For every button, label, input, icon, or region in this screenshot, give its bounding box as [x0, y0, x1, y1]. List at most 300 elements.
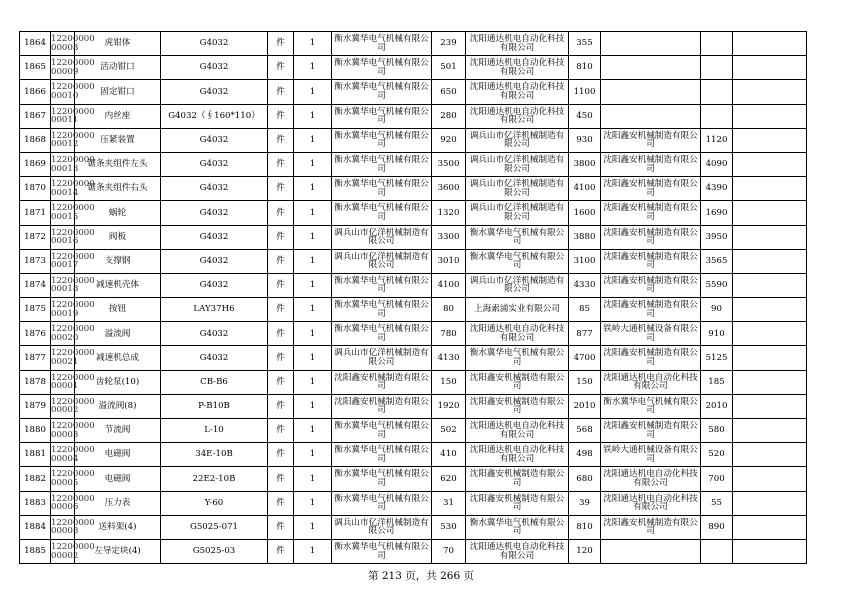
row-number: 1876 [20, 322, 51, 346]
supplier-3: 铁岭大通机械设备有限公司 [601, 443, 701, 467]
price-1: 410 [432, 443, 466, 467]
table-row [20, 104, 807, 128]
row-number: 1869 [20, 152, 51, 176]
item-quantity: 1 [294, 370, 332, 394]
remark-cell [733, 370, 807, 394]
supplier-2: 调兵山市亿洋机械制造有限公司 [466, 152, 569, 176]
item-unit: 件 [268, 104, 294, 128]
item-unit: 件 [268, 322, 294, 346]
item-unit: 件 [268, 56, 294, 80]
remark-cell [733, 56, 807, 80]
material-code: 12200000 00010 [51, 80, 75, 104]
item-name: 支撑钢 [75, 249, 161, 273]
supplier-3: 沈阳鑫安机械制造有限公司 [601, 515, 701, 539]
item-name: 活动钳口 [75, 56, 161, 80]
remark-cell [733, 177, 807, 201]
item-spec: G4032 [161, 152, 268, 176]
item-spec: G4032 [161, 346, 268, 370]
supplier-2: 沈阳鑫安机械制造有限公司 [466, 394, 569, 418]
item-spec: G4032 [161, 128, 268, 152]
material-code: 12200000 00002 [51, 539, 75, 563]
item-name: 齿轮泵(10) [75, 370, 161, 394]
item-spec: LAY37H6 [161, 298, 268, 322]
material-code: 12200000 00003 [51, 419, 75, 443]
price-3: 5590 [701, 273, 733, 297]
item-spec: G4032 [161, 177, 268, 201]
item-unit: 件 [268, 370, 294, 394]
item-quantity: 1 [294, 515, 332, 539]
item-unit: 件 [268, 346, 294, 370]
item-quantity: 1 [294, 56, 332, 80]
item-name: 电磁阀 [75, 467, 161, 491]
row-number: 1885 [20, 539, 51, 563]
price-2: 810 [569, 56, 601, 80]
item-quantity: 1 [294, 32, 332, 56]
price-comparison-table [19, 31, 807, 564]
row-number: 1878 [20, 370, 51, 394]
item-unit: 件 [268, 128, 294, 152]
table-row [20, 443, 807, 467]
price-2: 680 [569, 467, 601, 491]
price-2: 930 [569, 128, 601, 152]
row-number: 1872 [20, 225, 51, 249]
supplier-2: 沈阳鑫安机械制造有限公司 [466, 491, 569, 515]
supplier-2: 沈阳鑫安机械制造有限公司 [466, 370, 569, 394]
material-code: 12200000 00020 [51, 322, 75, 346]
price-1: 3500 [432, 152, 466, 176]
supplier-3 [601, 56, 701, 80]
item-quantity: 1 [294, 128, 332, 152]
supplier-3 [601, 539, 701, 563]
item-spec: G4032（∮160*110） [161, 104, 268, 128]
table-row [20, 177, 807, 201]
price-1: 1320 [432, 201, 466, 225]
supplier-2: 调兵山市亿洋机械制造有限公司 [466, 201, 569, 225]
material-code: 12200000 00002 [51, 394, 75, 418]
price-3: 3565 [701, 249, 733, 273]
item-name: 减速机壳体 [75, 273, 161, 297]
supplier-3 [601, 80, 701, 104]
remark-cell [733, 443, 807, 467]
item-spec: 34E-10B [161, 443, 268, 467]
item-name: 溢流阀(8) [75, 394, 161, 418]
row-number: 1867 [20, 104, 51, 128]
price-3: 890 [701, 515, 733, 539]
price-1: 4100 [432, 273, 466, 297]
item-spec: G4032 [161, 249, 268, 273]
price-2: 4100 [569, 177, 601, 201]
table-row [20, 32, 807, 56]
remark-cell [733, 539, 807, 563]
price-3: 520 [701, 443, 733, 467]
supplier-3: 沈阳鑫安机械制造有限公司 [601, 177, 701, 201]
item-quantity: 1 [294, 491, 332, 515]
item-spec: 22E2-10B [161, 467, 268, 491]
price-1: 501 [432, 56, 466, 80]
item-spec: Y-60 [161, 491, 268, 515]
item-spec: G4032 [161, 322, 268, 346]
item-quantity: 1 [294, 273, 332, 297]
price-1: 4130 [432, 346, 466, 370]
price-3: 580 [701, 419, 733, 443]
item-spec: G4032 [161, 201, 268, 225]
supplier-3: 沈阳鑫安机械制造有限公司 [601, 225, 701, 249]
price-2: 355 [569, 32, 601, 56]
remark-cell [733, 491, 807, 515]
item-name: 溢流阀 [75, 322, 161, 346]
table-row [20, 346, 807, 370]
row-number: 1870 [20, 177, 51, 201]
item-name: 节流阀 [75, 419, 161, 443]
supplier-2: 沈阳通达机电自动化科技有限公司 [466, 32, 569, 56]
material-code: 12200000 00006 [51, 491, 75, 515]
row-number: 1874 [20, 273, 51, 297]
supplier-3 [601, 32, 701, 56]
item-unit: 件 [268, 539, 294, 563]
row-number: 1880 [20, 419, 51, 443]
supplier-1: 衡水冀华电气机械有限公司 [332, 177, 432, 201]
remark-cell [733, 128, 807, 152]
item-quantity: 1 [294, 394, 332, 418]
price-2: 1100 [569, 80, 601, 104]
item-name: 蜗轮 [75, 201, 161, 225]
price-1: 3010 [432, 249, 466, 273]
item-name: 锯条夹组件右头 [75, 177, 161, 201]
material-code: 12200000 00008 [51, 515, 75, 539]
item-unit: 件 [268, 443, 294, 467]
item-unit: 件 [268, 249, 294, 273]
price-1: 31 [432, 491, 466, 515]
page-number: 第 213 页，共 266 页 [368, 570, 474, 582]
supplier-2: 沈阳通达机电自动化科技有限公司 [466, 104, 569, 128]
table-row [20, 273, 807, 297]
price-1: 3600 [432, 177, 466, 201]
supplier-3: 沈阳鑫安机械制造有限公司 [601, 128, 701, 152]
row-number: 1868 [20, 128, 51, 152]
supplier-2: 衡水冀华电气机械有限公司 [466, 249, 569, 273]
supplier-2: 沈阳通达机电自动化科技有限公司 [466, 80, 569, 104]
supplier-2: 沈阳通达机电自动化科技有限公司 [466, 56, 569, 80]
price-3: 910 [701, 322, 733, 346]
item-spec: P-B10B [161, 394, 268, 418]
price-3: 4390 [701, 177, 733, 201]
supplier-3: 沈阳鑫安机械制造有限公司 [601, 249, 701, 273]
price-2: 810 [569, 515, 601, 539]
item-name: 减速机总成 [75, 346, 161, 370]
item-unit: 件 [268, 201, 294, 225]
price-1: 3300 [432, 225, 466, 249]
price-1: 620 [432, 467, 466, 491]
remark-cell [733, 467, 807, 491]
item-unit: 件 [268, 491, 294, 515]
item-spec: CB-B6 [161, 370, 268, 394]
price-3 [701, 32, 733, 56]
price-1: 780 [432, 322, 466, 346]
price-3 [701, 80, 733, 104]
price-3: 3950 [701, 225, 733, 249]
price-2: 4330 [569, 273, 601, 297]
supplier-3: 沈阳通达机电自动化科技有限公司 [601, 467, 701, 491]
item-quantity: 1 [294, 152, 332, 176]
price-2: 450 [569, 104, 601, 128]
supplier-2: 调兵山市亿洋机械制造有限公司 [466, 177, 569, 201]
table-row [20, 56, 807, 80]
item-unit: 件 [268, 80, 294, 104]
price-2: 2010 [569, 394, 601, 418]
row-number: 1873 [20, 249, 51, 273]
remark-cell [733, 419, 807, 443]
price-2: 498 [569, 443, 601, 467]
price-2: 568 [569, 419, 601, 443]
table-row [20, 249, 807, 273]
item-quantity: 1 [294, 104, 332, 128]
supplier-1: 衡水冀华电气机械有限公司 [332, 80, 432, 104]
price-2: 85 [569, 298, 601, 322]
supplier-1: 衡水冀华电气机械有限公司 [332, 443, 432, 467]
item-quantity: 1 [294, 419, 332, 443]
price-3: 185 [701, 370, 733, 394]
material-code: 12200000 00004 [51, 443, 75, 467]
price-3: 55 [701, 491, 733, 515]
material-code: 12200000 00013 [51, 152, 75, 176]
supplier-1: 调兵山市亿洋机械制造有限公司 [332, 249, 432, 273]
material-code: 12200000 00005 [51, 467, 75, 491]
remark-cell [733, 515, 807, 539]
material-code: 12200000 00016 [51, 225, 75, 249]
table-row [20, 515, 807, 539]
supplier-1: 调兵山市亿洋机械制造有限公司 [332, 515, 432, 539]
row-number: 1881 [20, 443, 51, 467]
remark-cell [733, 394, 807, 418]
supplier-3: 沈阳通达机电自动化科技有限公司 [601, 491, 701, 515]
item-quantity: 1 [294, 467, 332, 491]
supplier-2: 衡水冀华电气机械有限公司 [466, 346, 569, 370]
item-name: 锯条夹组件左头 [75, 152, 161, 176]
price-2: 3800 [569, 152, 601, 176]
table-row [20, 128, 807, 152]
item-unit: 件 [268, 467, 294, 491]
supplier-2: 沈阳通达机电自动化科技有限公司 [466, 419, 569, 443]
supplier-1: 沈阳鑫安机械制造有限公司 [332, 394, 432, 418]
supplier-3: 沈阳通达机电自动化科技有限公司 [601, 370, 701, 394]
price-3: 2010 [701, 394, 733, 418]
supplier-1: 衡水冀华电气机械有限公司 [332, 539, 432, 563]
item-name: 送料架(4) [75, 515, 161, 539]
material-code: 12200000 00014 [51, 177, 75, 201]
remark-cell [733, 80, 807, 104]
price-2: 150 [569, 370, 601, 394]
supplier-1: 衡水冀华电气机械有限公司 [332, 419, 432, 443]
remark-cell [733, 201, 807, 225]
item-unit: 件 [268, 394, 294, 418]
item-name: 电磁阀 [75, 443, 161, 467]
supplier-2: 沈阳通达机电自动化科技有限公司 [466, 322, 569, 346]
item-unit: 件 [268, 419, 294, 443]
supplier-1: 衡水冀华电气机械有限公司 [332, 491, 432, 515]
table-row [20, 298, 807, 322]
material-code: 12200000 00009 [51, 56, 75, 80]
supplier-1: 衡水冀华电气机械有限公司 [332, 467, 432, 491]
price-1: 70 [432, 539, 466, 563]
item-quantity: 1 [294, 249, 332, 273]
price-2: 1600 [569, 201, 601, 225]
table-row [20, 225, 807, 249]
supplier-1: 调兵山市亿洋机械制造有限公司 [332, 225, 432, 249]
supplier-2: 沈阳通达机电自动化科技有限公司 [466, 443, 569, 467]
row-number: 1877 [20, 346, 51, 370]
table-row [20, 370, 807, 394]
remark-cell [733, 346, 807, 370]
item-quantity: 1 [294, 443, 332, 467]
price-2: 3880 [569, 225, 601, 249]
supplier-3: 沈阳鑫安机械制造有限公司 [601, 152, 701, 176]
supplier-3: 沈阳鑫安机械制造有限公司 [601, 298, 701, 322]
item-unit: 件 [268, 152, 294, 176]
supplier-1: 调兵山市亿洋机械制造有限公司 [332, 346, 432, 370]
row-number: 1882 [20, 467, 51, 491]
supplier-2: 上海索浦实业有限公司 [466, 298, 569, 322]
row-number: 1866 [20, 80, 51, 104]
item-spec: G4032 [161, 273, 268, 297]
table-row [20, 201, 807, 225]
item-name: 压紧装置 [75, 128, 161, 152]
item-spec: L-10 [161, 419, 268, 443]
price-3: 5125 [701, 346, 733, 370]
item-name: 按钮 [75, 298, 161, 322]
price-1: 80 [432, 298, 466, 322]
item-unit: 件 [268, 32, 294, 56]
supplier-2: 衡水冀华电气机械有限公司 [466, 225, 569, 249]
material-code: 12200000 00019 [51, 298, 75, 322]
supplier-1: 衡水冀华电气机械有限公司 [332, 322, 432, 346]
price-3 [701, 104, 733, 128]
price-2: 4700 [569, 346, 601, 370]
material-code: 12200000 00017 [51, 249, 75, 273]
remark-cell [733, 104, 807, 128]
table-row [20, 394, 807, 418]
row-number: 1875 [20, 298, 51, 322]
item-spec: G4032 [161, 32, 268, 56]
price-2: 3100 [569, 249, 601, 273]
remark-cell [733, 249, 807, 273]
price-2: 39 [569, 491, 601, 515]
item-unit: 件 [268, 225, 294, 249]
row-number: 1871 [20, 201, 51, 225]
item-unit: 件 [268, 515, 294, 539]
table-row [20, 152, 807, 176]
item-spec: G5025-03 [161, 539, 268, 563]
price-2: 877 [569, 322, 601, 346]
supplier-2: 沈阳鑫安机械制造有限公司 [466, 467, 569, 491]
table-row [20, 419, 807, 443]
item-name: 固定钳口 [75, 80, 161, 104]
item-quantity: 1 [294, 346, 332, 370]
material-code: 12200000 00015 [51, 201, 75, 225]
supplier-1: 沈阳鑫安机械制造有限公司 [332, 370, 432, 394]
row-number: 1865 [20, 56, 51, 80]
row-number: 1883 [20, 491, 51, 515]
supplier-1: 衡水冀华电气机械有限公司 [332, 273, 432, 297]
item-quantity: 1 [294, 80, 332, 104]
price-1: 1920 [432, 394, 466, 418]
item-unit: 件 [268, 273, 294, 297]
item-quantity: 1 [294, 225, 332, 249]
supplier-3: 沈阳鑫安机械制造有限公司 [601, 346, 701, 370]
supplier-1: 衡水冀华电气机械有限公司 [332, 298, 432, 322]
supplier-3: 铁岭大通机械设备有限公司 [601, 322, 701, 346]
supplier-1: 衡水冀华电气机械有限公司 [332, 152, 432, 176]
supplier-3: 沈阳鑫安机械制造有限公司 [601, 201, 701, 225]
item-name: 阀板 [75, 225, 161, 249]
item-quantity: 1 [294, 201, 332, 225]
supplier-2: 调兵山市亿洋机械制造有限公司 [466, 273, 569, 297]
material-code: 12200000 00001 [51, 370, 75, 394]
supplier-1: 衡水冀华电气机械有限公司 [332, 201, 432, 225]
remark-cell [733, 32, 807, 56]
item-name: 内丝座 [75, 104, 161, 128]
price-1: 650 [432, 80, 466, 104]
price-3: 1120 [701, 128, 733, 152]
table-row [20, 322, 807, 346]
material-code: 12200000 00012 [51, 128, 75, 152]
supplier-3: 沈阳鑫安机械制造有限公司 [601, 273, 701, 297]
price-1: 530 [432, 515, 466, 539]
price-1: 502 [432, 419, 466, 443]
remark-cell [733, 225, 807, 249]
remark-cell [733, 152, 807, 176]
price-1: 280 [432, 104, 466, 128]
item-quantity: 1 [294, 177, 332, 201]
item-unit: 件 [268, 298, 294, 322]
price-2: 120 [569, 539, 601, 563]
item-name: 虎钳体 [75, 32, 161, 56]
material-code: 12200000 00021 [51, 346, 75, 370]
item-spec: G4032 [161, 80, 268, 104]
price-1: 239 [432, 32, 466, 56]
table-row [20, 539, 807, 563]
item-unit: 件 [268, 177, 294, 201]
supplier-3: 沈阳鑫安机械制造有限公司 [601, 419, 701, 443]
table-row [20, 467, 807, 491]
item-name: 压力表 [75, 491, 161, 515]
price-3: 4090 [701, 152, 733, 176]
item-spec: G5025-071 [161, 515, 268, 539]
remark-cell [733, 273, 807, 297]
item-spec: G4032 [161, 56, 268, 80]
supplier-1: 衡水冀华电气机械有限公司 [332, 128, 432, 152]
row-number: 1879 [20, 394, 51, 418]
supplier-1: 衡水冀华电气机械有限公司 [332, 104, 432, 128]
supplier-2: 沈阳通达机电自动化科技有限公司 [466, 539, 569, 563]
row-number: 1864 [20, 32, 51, 56]
supplier-3: 衡水冀华电气机械有限公司 [601, 394, 701, 418]
table-row [20, 80, 807, 104]
price-1: 920 [432, 128, 466, 152]
row-number: 1884 [20, 515, 51, 539]
price-3: 1690 [701, 201, 733, 225]
item-quantity: 1 [294, 539, 332, 563]
price-3 [701, 56, 733, 80]
price-3: 700 [701, 467, 733, 491]
supplier-2: 调兵山市亿洋机械制造有限公司 [466, 128, 569, 152]
supplier-1: 衡水冀华电气机械有限公司 [332, 56, 432, 80]
item-spec: G4032 [161, 225, 268, 249]
item-quantity: 1 [294, 298, 332, 322]
price-1: 150 [432, 370, 466, 394]
item-name: 左导定块(4) [75, 539, 161, 563]
supplier-1: 衡水冀华电气机械有限公司 [332, 32, 432, 56]
remark-cell [733, 322, 807, 346]
